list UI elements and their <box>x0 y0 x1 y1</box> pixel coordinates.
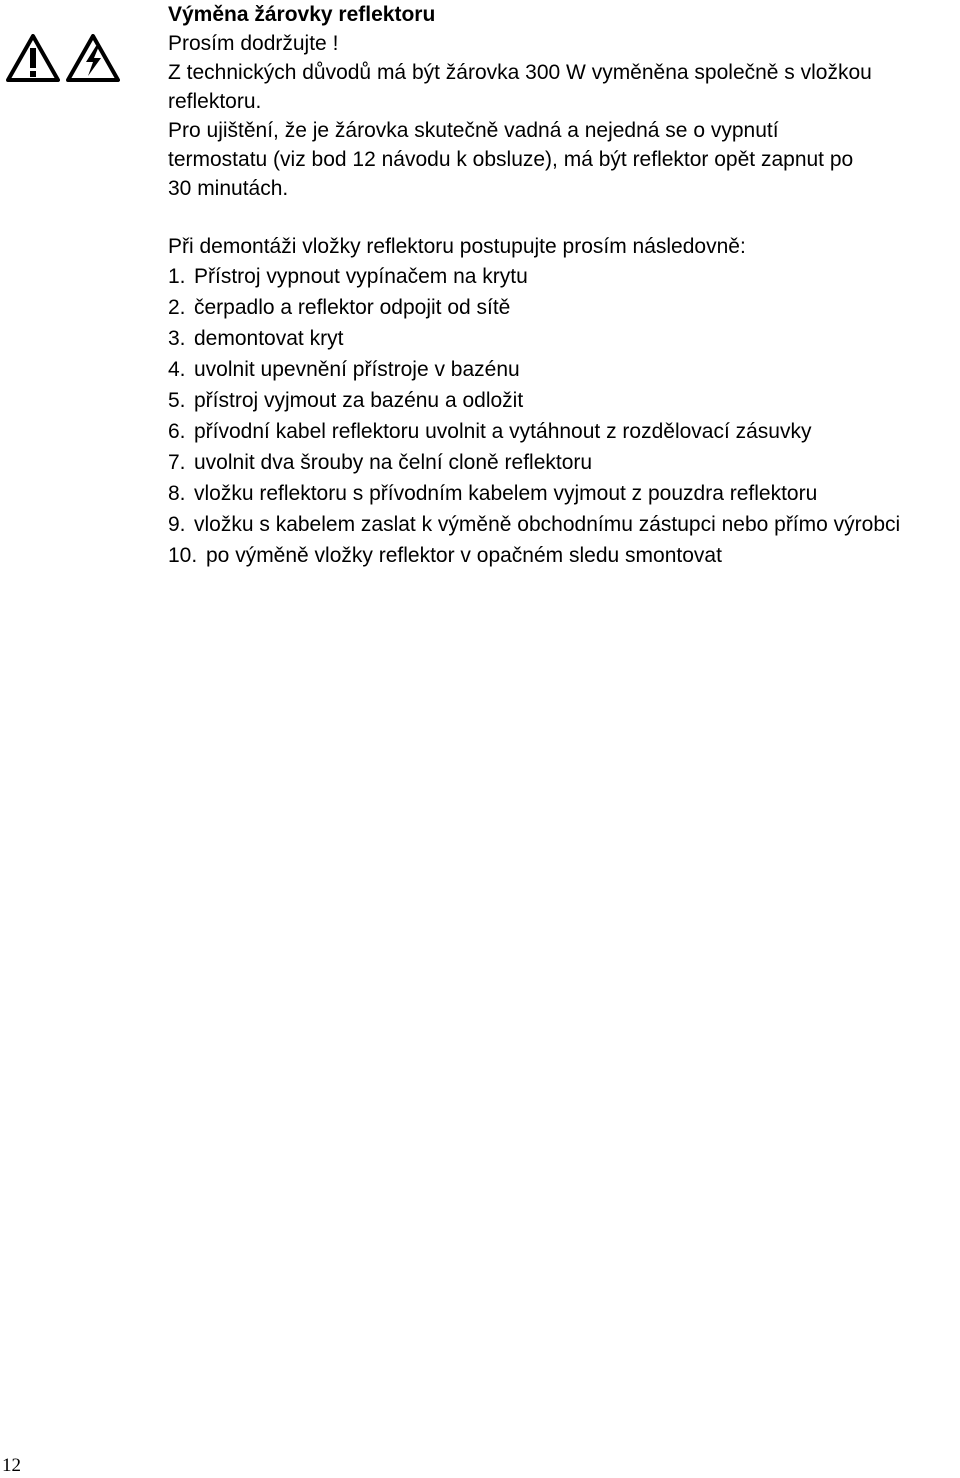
spacer <box>168 203 948 232</box>
step-number: 8. <box>168 482 186 505</box>
steps-intro: Při demontáži vložky reflektoru postupujte prosím následovně: <box>168 235 746 258</box>
notice-line: Prosím dodržujte ! <box>168 32 339 55</box>
list-item <box>168 511 948 538</box>
step-number: 2. <box>168 296 186 319</box>
step-text: Přístroj vypnout vypínačem na krytu <box>194 265 528 288</box>
step-text: uvolnit dva šrouby na čelní cloně reflektoru <box>194 451 593 474</box>
step-number: 5. <box>168 389 186 412</box>
hazard-icons <box>6 34 126 86</box>
step-text: demontovat kryt <box>194 327 344 350</box>
steps-list <box>168 263 948 569</box>
paragraph-line: 30 minutách. <box>168 177 289 200</box>
step-number: 7. <box>168 451 186 474</box>
page-title: Výměna žárovky reflektoru <box>168 3 436 26</box>
warning-triangle-icon <box>6 34 60 82</box>
list-item <box>168 449 948 476</box>
list-item <box>168 418 948 445</box>
step-number: 4. <box>168 358 186 381</box>
step-text: vložku reflektoru s přívodním kabelem vyjmout z pouzdra reflektoru <box>194 482 818 505</box>
paragraph-line: termostatu (viz bod 12 návodu k obsluze), má být reflektor opět zapnut po <box>168 148 854 171</box>
step-text: čerpadlo a reflektor odpojit od sítě <box>194 296 511 319</box>
electrical-hazard-icon <box>66 34 120 82</box>
page-number: 12 <box>2 1455 21 1476</box>
list-item <box>168 263 948 290</box>
paragraph-line: Pro ujištění, že je žárovka skutečně vadná a nejedná se o vypnutí <box>168 119 779 142</box>
step-number: 6. <box>168 420 186 443</box>
list-item <box>168 480 948 507</box>
step-text: přívodní kabel reflektoru uvolnit a vytáhnout z rozdělovací zásuvky <box>194 420 812 443</box>
paragraph-line: reflektoru. <box>168 90 262 113</box>
paragraph-line: Z technických důvodů má být žárovka 300 W vyměněna společně s vložkou <box>168 61 872 84</box>
step-number: 1. <box>168 265 186 288</box>
step-text: po výměně vložky reflektor v opačném sledu smontovat <box>206 544 722 567</box>
step-number: 3. <box>168 327 186 350</box>
list-item <box>168 387 948 414</box>
step-text: vložku s kabelem zaslat k výměně obchodnímu zástupci nebo přímo výrobci <box>194 513 901 536</box>
step-text: přístroj vyjmout za bazénu a odložit <box>194 389 524 412</box>
step-text: uvolnit upevnění přístroje v bazénu <box>194 358 520 381</box>
document-body <box>168 0 948 573</box>
list-item <box>168 294 948 321</box>
step-number: 9. <box>168 513 186 536</box>
list-item <box>168 542 948 569</box>
step-number: 10. <box>168 544 198 567</box>
list-item <box>168 325 948 352</box>
list-item <box>168 356 948 383</box>
